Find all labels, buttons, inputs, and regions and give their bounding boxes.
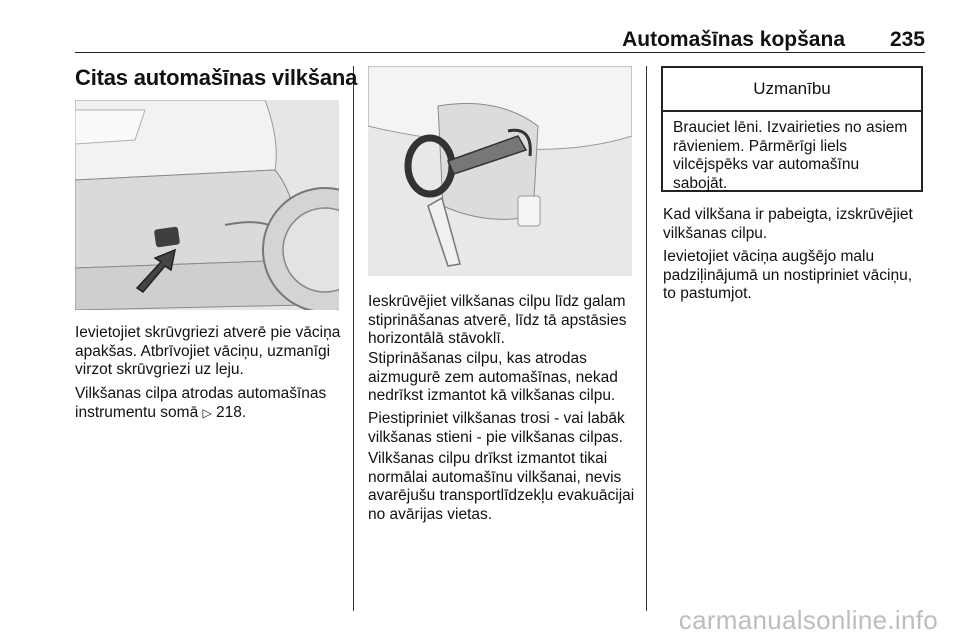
page-reference: 218.	[216, 403, 247, 421]
col2-paragraph-3: Piestipriniet vilkšanas trosi - vai labāk vilkšanas stieni - pie vilkšanas cilpas.	[368, 410, 625, 446]
col2-paragraph-4: Vilkšanas cilpu drīkst izmantot tikai normālai automašīnu vilkšanai, nevis avarējušu transportlīdzekļu evakuācijai no avārijas vietas.	[368, 450, 635, 523]
section-heading: Citas automašīnas vilkšana	[75, 65, 358, 90]
page-number: 235	[889, 28, 925, 51]
column-divider-2	[646, 66, 647, 611]
header-rule	[75, 52, 925, 53]
warning-title: Uzmanību	[663, 68, 921, 112]
watermark: carmanualsonline.info	[678, 605, 938, 635]
warning-text: Brauciet lēni. Izvairieties no asiem rāvieniem. Pārmērīgi liels vilcējspēks var automašīnu sabojāt.	[673, 119, 908, 192]
col2-paragraph-2: Stiprināšanas cilpu, kas atrodas aizmugurē zem automašīnas, nekad nedrīkst izmantot kā vilkšanas cilpu.	[368, 350, 618, 404]
column-divider-1	[353, 66, 354, 611]
col2-paragraph-1: Ieskrūvējiet vilkšanas cilpu līdz galam stiprināšanas atverē, līdz tā apstāsies horizontālā stāvoklī.	[368, 293, 627, 347]
col3-paragraph-2: Ievietojiet vāciņa augšējo malu padziļinājumā un nostipriniet vāciņu, to pastumjot.	[663, 248, 913, 302]
figure-bumper-cover	[75, 100, 339, 310]
col3-paragraph-1: Kad vilkšana ir pabeigta, izskrūvējiet vilkšanas cilpu.	[663, 206, 913, 242]
triangle-ref-icon: ▷	[202, 405, 212, 420]
towing-eye-illustration	[368, 66, 632, 276]
section-title: Automašīnas kopšana	[622, 28, 845, 51]
col1-paragraph-2-text: Vilkšanas cilpa atrodas automašīnas instrumentu somā	[75, 385, 327, 421]
figure-towing-eye	[368, 66, 632, 276]
col1-paragraph-1: Ievietojiet skrūvgriezi atverē pie vāciņa apakšas. Atbrīvojiet vāciņu, uzmanīgi virzot skrūvgriezi uz leju.	[75, 324, 341, 378]
col1-paragraph-2	[75, 385, 345, 422]
bumper-illustration	[75, 100, 339, 310]
warning-box	[661, 66, 923, 192]
